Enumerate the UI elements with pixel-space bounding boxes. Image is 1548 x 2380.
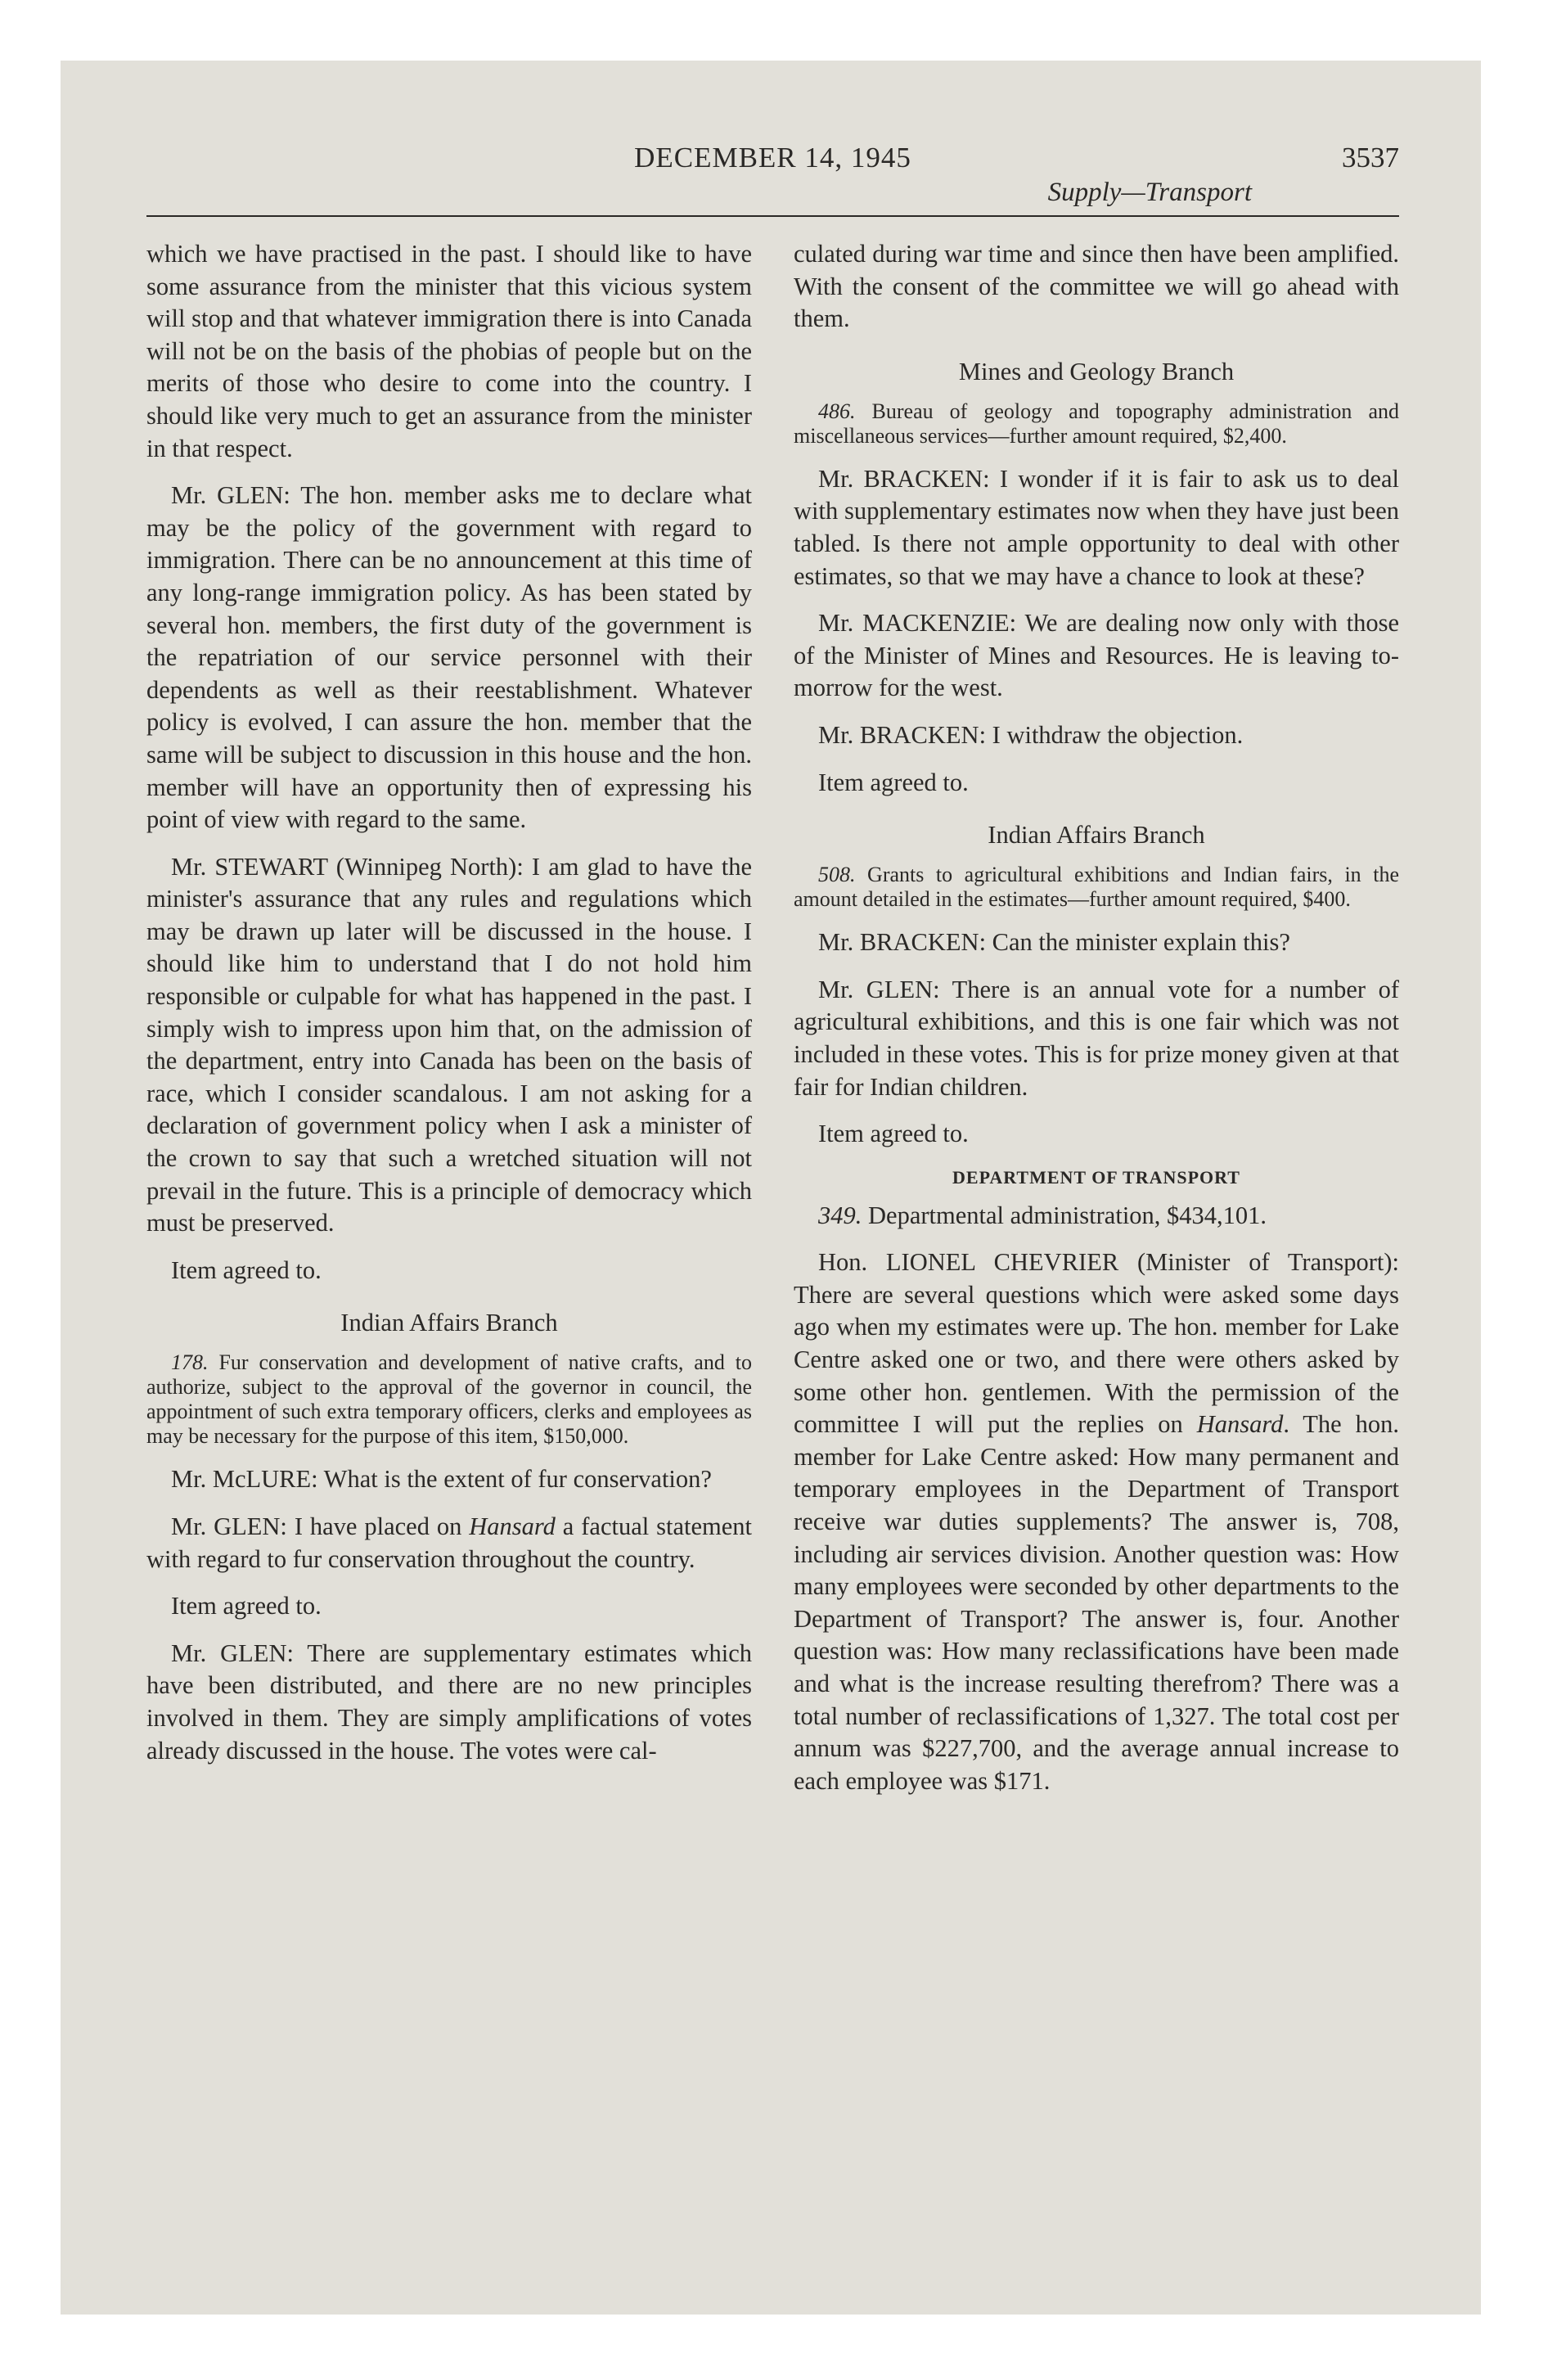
department-heading: DEPARTMENT OF TRANSPORT [952, 1166, 1240, 1188]
header-date: DECEMBER 14, 1945 [634, 142, 911, 174]
italic-text: Hansard [1196, 1410, 1284, 1439]
item-number: 508. [818, 863, 856, 887]
item-number: 178. [171, 1350, 209, 1375]
page-number: 3537 [1342, 142, 1399, 174]
item-text: Departmental administration, $434,101. [868, 1201, 1267, 1229]
scanned-page [61, 61, 1481, 2315]
paragraph: Item agreed to. [818, 1120, 969, 1148]
estimate-item [794, 399, 1399, 449]
estimate-item [146, 1350, 752, 1449]
two-column-body [146, 238, 1399, 1812]
page-content [146, 142, 1399, 1812]
header-rule [146, 215, 1399, 217]
estimate-item [794, 1200, 1399, 1233]
paragraph: Mr. MACKENZIE: We are dealing now only with those of the Minister of Mines and Resources. He is leaving to-morrow for the west. [794, 609, 1399, 702]
italic-text: Hansard [469, 1512, 556, 1540]
header-subject: Supply—Transport [1047, 178, 1252, 207]
text-run: . The hon. member for Lake Centre asked: How many permanent and temporary employees in the Department of Transport receive war duties supplements? The answer is, 708, including air services division. Another question was: How many employees were seconded by other departments to the Department of Transport? The answer is, four. Another question was: How many reclassifications have been made and what is the increase resulting therefrom? There was a total number of reclassifications of 1,327. The total cost per annum was $227,700, and the average annual increase to each employee was $171. [794, 1410, 1399, 1795]
paragraph: Mr. BRACKEN: I wonder if it is fair to ask us to deal with supplementary estimates now when they have just been tabled. Is there not ample opportunity to deal with other estimates, so that we may have a chance to look at these? [794, 464, 1399, 590]
paragraph: Mr. McLURE: What is the extent of fur conservation? [171, 1465, 712, 1494]
text-run: Hon. LIONEL CHEVRIER (Minister of Transport): There are several questions which were asked some days ago when my estimates were up. The hon. member for Lake Centre asked one or two, and there were others asked by some other hon. gentlemen. With the permission of the committee I will put the replies on [794, 1248, 1399, 1439]
paragraph: Mr. STEWART (Winnipeg North): I am glad to have the minister's assurance that any rules and regulations which may be drawn up later will be discussed in the house. I should like him to understand that I do not hold him responsible or culpable for what has happened in the past. I simply wish to impress upon him that, on the admission of the department, entry into Canada has been on the basis of race, which I consider scandalous. I am not asking for a declaration of government policy when I ask a minister of the crown to say that such a wretched situation will not prevail in the future. This is a principle of democracy which must be preserved. [146, 852, 752, 1237]
paragraph [794, 1246, 1399, 1797]
paragraph: Item agreed to. [171, 1255, 322, 1284]
item-number: 349. [818, 1201, 862, 1229]
text-run: Mr. GLEN: I have placed on [171, 1512, 470, 1540]
paragraph [146, 1511, 752, 1575]
item-text: Grants to agricultural exhibitions and Indian fairs, in the amount detailed in the estimates—further amount required, $400. [794, 863, 1399, 912]
text-run: a factual statement with regard to fur conservation throughout the country. [146, 1512, 753, 1573]
left-column [146, 238, 752, 1812]
paragraph: culated during war time and since then have been amplified. With the consent of the committee we will go ahead with them. [794, 240, 1399, 333]
item-number: 486. [818, 399, 856, 423]
paragraph: Mr. BRACKEN: I withdraw the objection. [818, 720, 1244, 749]
paragraph: Mr. GLEN: The hon. member asks me to declare what may be the policy of the government with regard to immigration. There can be no announcement at this time of any long-range immigration policy. As has been stated by several hon. members, the first duty of the government is the repatriation of our service personnel with their dependents as well as their reestablishment. Whatever policy is evolved, I can assure the hon. member that the same will be subject to discussion in this house and the hon. member will have an opportunity then of expressing his point of view with regard to the same. [146, 481, 752, 834]
paragraph: Item agreed to. [818, 768, 969, 796]
paragraph: Mr. GLEN: There is an annual vote for a number of agricultural exhibitions, and this is one fair which was not included in these votes. This is for prize money given at that fair for Indian children. [794, 975, 1399, 1101]
paragraph: Mr. GLEN: There are supplementary estimates which have been distributed, and there are no new principles involved in them. They are simply amplifications of votes already discussed in the house. The votes were cal- [146, 1639, 752, 1765]
section-heading: Indian Affairs Branch [340, 1309, 558, 1337]
paragraph: Mr. BRACKEN: Can the minister explain this? [818, 928, 1290, 957]
paragraph: Item agreed to. [171, 1592, 322, 1620]
page-header [146, 142, 1399, 215]
paragraph: which we have practised in the past. I should like to have some assurance from the minister that this vicious system will stop and that whatever immigration there is into Canada will not be on the basis of the phobias of people but on the merits of those who desire to come into the country. I should like very much to get an assurance from the minister in that respect. [146, 240, 752, 462]
estimate-item [794, 863, 1399, 912]
item-text: Bureau of geology and topography administration and miscellaneous services—further amount required, $2,400. [794, 399, 1400, 448]
section-heading: Mines and Geology Branch [958, 357, 1235, 385]
right-column [794, 238, 1399, 1812]
section-heading: Indian Affairs Branch [988, 821, 1205, 850]
item-text: Fur conservation and development of native crafts, and to authorize, subject to the approval of the governor in council, the appointment of such extra temporary officers, clerks and employees as may be necessary for the purpose of this item, $150,000. [146, 1350, 753, 1449]
